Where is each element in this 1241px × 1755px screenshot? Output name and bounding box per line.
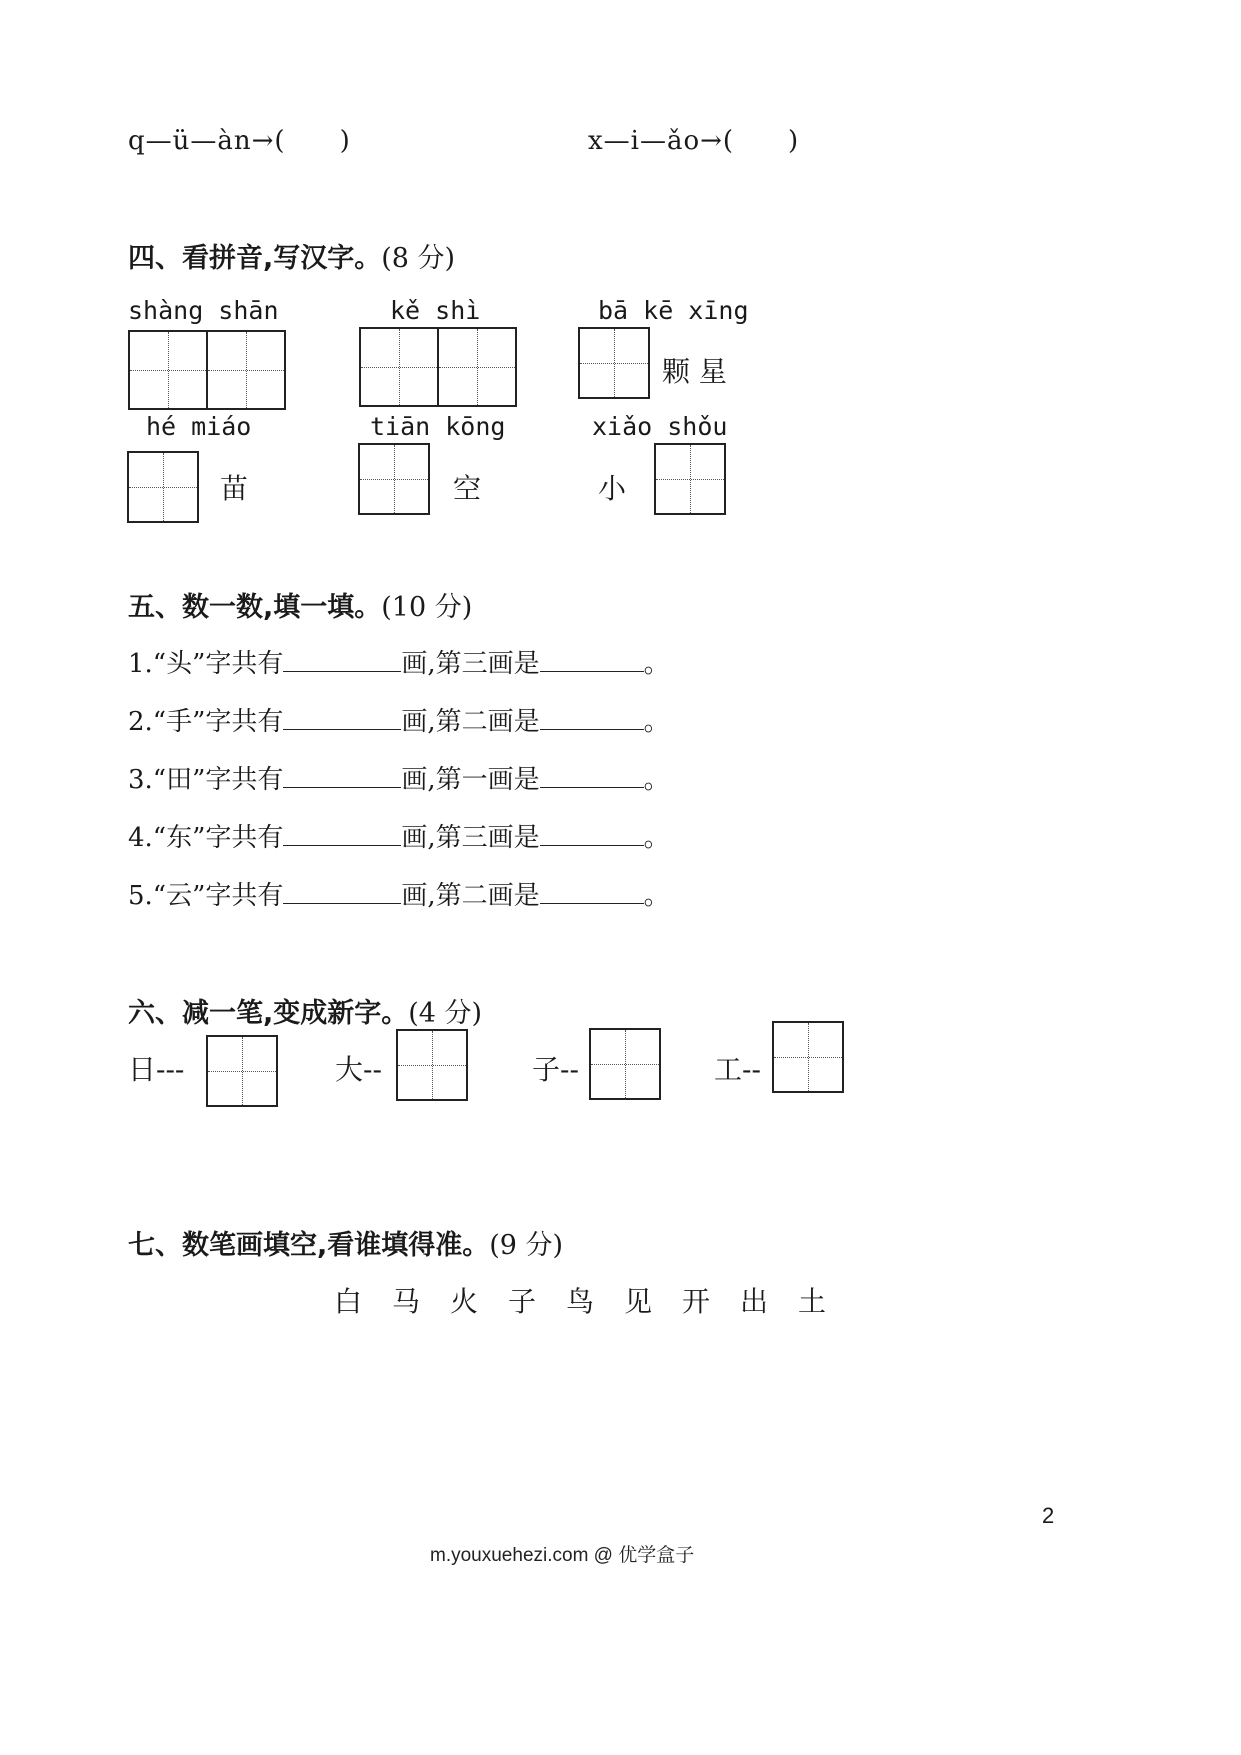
page-number: 2 [1042,1503,1055,1528]
prefix-xiao: 小 [598,472,627,505]
section5-points: (10 分) [381,592,473,623]
stroke-char: 鸟 [566,1285,595,1318]
section7-heading [128,1223,563,1262]
writing-cell[interactable] [128,330,208,410]
answer-blank[interactable] [283,879,401,904]
answer-blank[interactable] [540,763,644,788]
writing-cell-da[interactable] [396,1029,468,1101]
writing-grid-keshi[interactable] [359,327,517,407]
section7-points: (9 分) [489,1230,564,1261]
count-end: 。 [643,707,670,737]
section6-title: 六、减一笔,变成新字。 [128,998,409,1029]
writing-cell-gong[interactable] [772,1021,844,1093]
reduce-item-zi: 子-- [532,1053,579,1086]
answer-blank[interactable] [540,821,644,846]
writing-cell-shou[interactable] [654,443,726,515]
stroke-char: 马 [392,1285,421,1318]
pinyin-hemiao: hé miáo [146,412,252,441]
pinyin-shangshan: shàng shān [128,296,279,325]
suffix-miao: 苗 [220,472,249,505]
count-mid: 画,第二画是 [401,881,540,911]
count-lead: 5.“云”字共有 [128,881,284,911]
writing-cell[interactable] [359,327,439,407]
pinyin-tiankong: tiān kōng [370,412,506,441]
count-end: 。 [643,881,670,911]
count-lead: 1.“头”字共有 [128,649,284,679]
section4-points: (8 分) [381,243,456,274]
section7-title: 七、数笔画填空,看谁填得准。 [128,1230,490,1261]
pinyin-bakexing: bā kē xīng [598,296,749,325]
writing-grid-shangshan[interactable] [128,330,286,410]
writing-cell-ri[interactable] [206,1035,278,1107]
section5-title: 五、数一数,填一填。 [128,592,382,623]
count-mid: 画,第二画是 [401,707,540,737]
writing-cell-ba[interactable] [578,327,650,399]
count-lead: 4.“东”字共有 [128,823,284,853]
count-mid: 画,第三画是 [401,649,540,679]
answer-blank[interactable] [540,705,644,730]
reduce-item-gong: 工-- [714,1053,761,1086]
stroke-char: 火 [450,1285,479,1318]
count-line-2 [128,701,670,738]
answer-blank[interactable] [283,763,401,788]
reduce-item-ri: 日--- [128,1053,185,1086]
stroke-char: 开 [682,1285,711,1318]
answer-blank[interactable] [283,821,401,846]
footer-watermark: m.youxuehezi.com @ 优学盒子 [430,1545,695,1566]
answer-blank[interactable] [540,879,644,904]
stroke-char: 土 [798,1285,827,1318]
count-mid: 画,第一画是 [401,765,540,795]
pinyin-keshi: kě shì [390,296,481,325]
answer-blank[interactable] [283,705,401,730]
spelling-item-1: q—ü—àn→( ) [128,126,351,156]
section4-title: 四、看拼音,写汉字。 [128,243,382,274]
count-line-1 [128,643,670,680]
stroke-char: 子 [508,1285,537,1318]
writing-cell-zi[interactable] [589,1028,661,1100]
count-line-4 [128,817,670,854]
count-line-3 [128,759,670,796]
pinyin-xiaoshou: xiǎo shǒu [592,412,728,441]
section4-heading [128,236,455,275]
writing-cell[interactable] [206,330,286,410]
stroke-char-list [334,1280,856,1320]
count-mid: 画,第三画是 [401,823,540,853]
writing-cell-he[interactable] [127,451,199,523]
spelling-item-2: x—i—ǎo→( ) [588,126,800,156]
stroke-char: 出 [740,1285,769,1318]
section6-points: (4 分) [408,998,483,1029]
suffix-kong: 空 [453,472,482,505]
stroke-char: 见 [624,1285,653,1318]
count-lead: 2.“手”字共有 [128,707,284,737]
answer-blank[interactable] [283,647,401,672]
count-end: 。 [643,823,670,853]
reduce-item-da: 大-- [335,1053,382,1086]
section6-heading [128,991,482,1030]
stroke-char: 白 [334,1285,363,1318]
writing-cell-tian[interactable] [358,443,430,515]
suffix-kexing: 颗 星 [662,355,727,388]
section5-heading [128,585,472,624]
count-lead: 3.“田”字共有 [128,765,284,795]
answer-blank[interactable] [540,647,644,672]
writing-cell[interactable] [437,327,517,407]
count-line-5 [128,875,670,912]
count-end: 。 [643,765,670,795]
count-end: 。 [643,649,670,679]
